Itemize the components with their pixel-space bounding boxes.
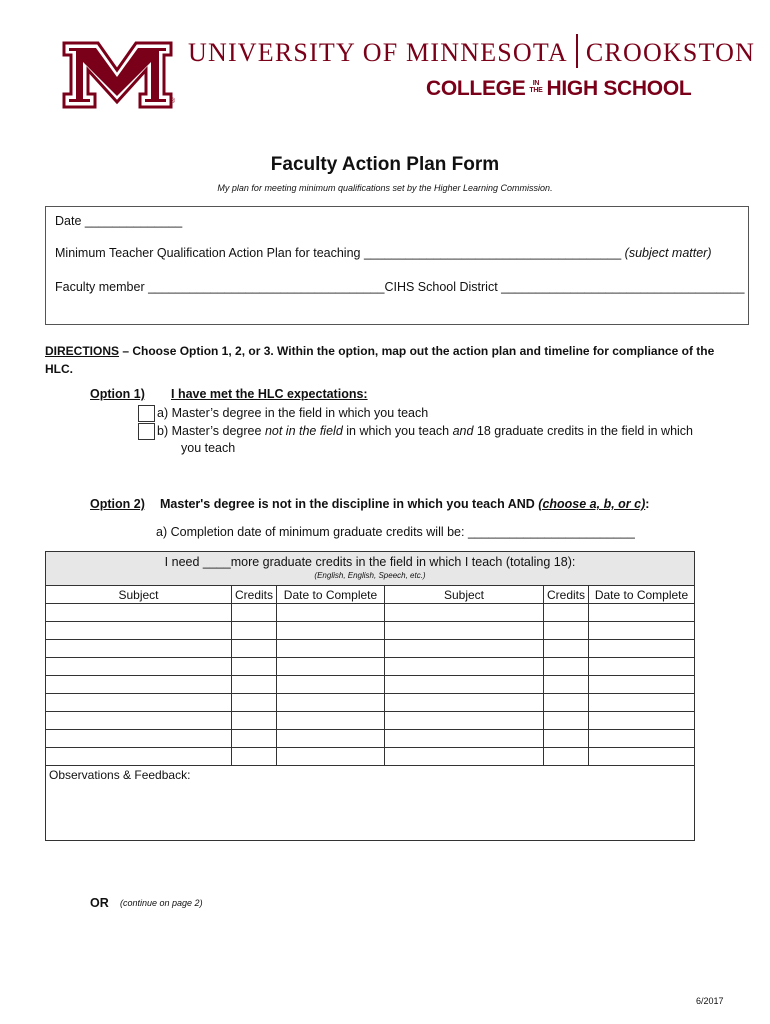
option1-label: Option 1) bbox=[90, 387, 145, 401]
option1-heading: I have met the HLC expectations: bbox=[171, 387, 368, 401]
table-cell[interactable] bbox=[589, 730, 695, 748]
table-cell[interactable] bbox=[232, 712, 277, 730]
directions-label: DIRECTIONS bbox=[45, 344, 120, 358]
registered-mark: ® bbox=[170, 98, 176, 105]
table-cell[interactable] bbox=[589, 604, 695, 622]
table-header-text: I need ____more graduate credits in the field in which I teach (totaling 18): bbox=[164, 555, 576, 569]
date-field[interactable]: Date ______________ bbox=[55, 214, 183, 228]
option1a-checkbox[interactable] bbox=[138, 405, 155, 422]
table-cell[interactable] bbox=[589, 622, 695, 640]
column-headers bbox=[46, 586, 695, 604]
option2-label: Option 2) bbox=[90, 497, 145, 511]
table-cell[interactable] bbox=[385, 712, 544, 730]
col-subject-1: Subject bbox=[46, 586, 232, 604]
table-cell[interactable] bbox=[46, 694, 232, 712]
table-cell[interactable] bbox=[277, 694, 385, 712]
table-cell[interactable] bbox=[385, 748, 544, 766]
table-cell[interactable] bbox=[277, 676, 385, 694]
table-row bbox=[46, 694, 695, 712]
credits-table-wrap bbox=[45, 551, 694, 841]
col-credits-1: Credits bbox=[232, 586, 277, 604]
campus-name: CROOKSTON bbox=[585, 38, 756, 67]
option2a-field[interactable]: a) Completion date of minimum graduate credits will be: ________________________ bbox=[156, 525, 635, 539]
table-cell[interactable] bbox=[46, 712, 232, 730]
table-cell[interactable] bbox=[589, 694, 695, 712]
option1b-checkbox[interactable] bbox=[138, 423, 155, 440]
table-cell[interactable] bbox=[544, 676, 589, 694]
table-row bbox=[46, 676, 695, 694]
program-right: HIGH SCHOOL bbox=[546, 77, 692, 100]
option1a-text: a) Master’s degree in the field in which you teach bbox=[157, 406, 429, 420]
table-cell[interactable] bbox=[232, 748, 277, 766]
table-cell[interactable] bbox=[277, 622, 385, 640]
option1b-text: b) Master’s degree not in the field in which you teach and 18 graduate credits in the field in which bbox=[157, 424, 694, 438]
plan-field[interactable] bbox=[55, 246, 712, 260]
credits-table bbox=[45, 551, 695, 841]
table-cell[interactable] bbox=[544, 604, 589, 622]
table-cell[interactable] bbox=[589, 712, 695, 730]
form-subtitle: My plan for meeting minimum qualifications set by the Higher Learning Commission. bbox=[217, 183, 553, 193]
table-cell[interactable] bbox=[232, 622, 277, 640]
table-subheader: (English, English, Speech, etc.) bbox=[314, 571, 426, 580]
option2-heading: Master's degree is not in the discipline in which you teach AND (choose a, b, or c): bbox=[160, 497, 650, 511]
faculty-district-field[interactable]: Faculty member __________________________________CIHS School District ___________________________________ bbox=[55, 280, 745, 294]
table-cell[interactable] bbox=[385, 604, 544, 622]
table-cell[interactable] bbox=[46, 676, 232, 694]
table-cell[interactable] bbox=[544, 730, 589, 748]
table-row bbox=[46, 640, 695, 658]
table-row bbox=[46, 712, 695, 730]
table-cell[interactable] bbox=[277, 658, 385, 676]
table-cell[interactable] bbox=[277, 748, 385, 766]
table-cell[interactable] bbox=[544, 748, 589, 766]
table-cell[interactable] bbox=[232, 658, 277, 676]
table-cell[interactable] bbox=[232, 694, 277, 712]
table-cell[interactable] bbox=[385, 640, 544, 658]
table-cell[interactable] bbox=[385, 730, 544, 748]
table-cell[interactable] bbox=[544, 712, 589, 730]
table-cell[interactable] bbox=[385, 676, 544, 694]
table-cell[interactable] bbox=[232, 640, 277, 658]
table-cell[interactable] bbox=[46, 730, 232, 748]
option1b-text-cont: you teach bbox=[181, 441, 236, 455]
table-cell[interactable] bbox=[544, 694, 589, 712]
table-cell[interactable] bbox=[589, 658, 695, 676]
table-cell[interactable] bbox=[589, 640, 695, 658]
col-date-2: Date to Complete bbox=[589, 586, 695, 604]
observations-cell[interactable] bbox=[46, 766, 695, 841]
table-cell[interactable] bbox=[232, 676, 277, 694]
program-name bbox=[426, 77, 691, 101]
table-header bbox=[46, 552, 695, 586]
table-row bbox=[46, 604, 695, 622]
footer-date: 6/2017 bbox=[696, 996, 724, 1006]
col-credits-2: Credits bbox=[544, 586, 589, 604]
directions-text: – Choose Option 1, 2, or 3. Within the option, map out the action plan and timeline for compliance of the HLC. bbox=[45, 344, 715, 376]
table-row bbox=[46, 658, 695, 676]
program-left: COLLEGE bbox=[426, 77, 526, 100]
table-cell[interactable] bbox=[277, 712, 385, 730]
table-row bbox=[46, 748, 695, 766]
plan-suffix: (subject matter) bbox=[624, 246, 712, 260]
header-divider bbox=[576, 34, 578, 68]
university-block-m-logo bbox=[60, 40, 175, 110]
table-cell[interactable] bbox=[277, 604, 385, 622]
table-cell[interactable] bbox=[46, 604, 232, 622]
table-cell[interactable] bbox=[232, 730, 277, 748]
university-title: UNIVERSITY OF MINNESOTA bbox=[188, 38, 568, 67]
table-cell[interactable] bbox=[46, 640, 232, 658]
table-cell[interactable] bbox=[385, 622, 544, 640]
plan-label: Minimum Teacher Qualification Action Plan for teaching _____________________________________ bbox=[55, 246, 622, 260]
table-cell[interactable] bbox=[277, 730, 385, 748]
continue-note: (continue on page 2) bbox=[120, 898, 203, 908]
university-name bbox=[188, 34, 755, 68]
col-subject-2: Subject bbox=[385, 586, 544, 604]
col-date-1: Date to Complete bbox=[277, 586, 385, 604]
table-cell[interactable] bbox=[385, 694, 544, 712]
or-label: OR bbox=[90, 896, 109, 910]
table-row bbox=[46, 622, 695, 640]
table-row bbox=[46, 730, 695, 748]
table-cell[interactable] bbox=[385, 658, 544, 676]
form-title: Faculty Action Plan Form bbox=[270, 154, 500, 175]
table-cell[interactable] bbox=[544, 622, 589, 640]
table-cell[interactable] bbox=[544, 658, 589, 676]
table-cell[interactable] bbox=[544, 640, 589, 658]
table-cell[interactable] bbox=[46, 658, 232, 676]
directions bbox=[45, 342, 735, 378]
table-cell[interactable] bbox=[46, 748, 232, 766]
table-cell[interactable] bbox=[589, 676, 695, 694]
table-cell[interactable] bbox=[277, 640, 385, 658]
observations-label: Observations & Feedback: bbox=[49, 768, 191, 782]
program-mid: IN THE bbox=[529, 80, 543, 94]
table-cell[interactable] bbox=[232, 604, 277, 622]
table-cell[interactable] bbox=[589, 748, 695, 766]
table-cell[interactable] bbox=[46, 622, 232, 640]
